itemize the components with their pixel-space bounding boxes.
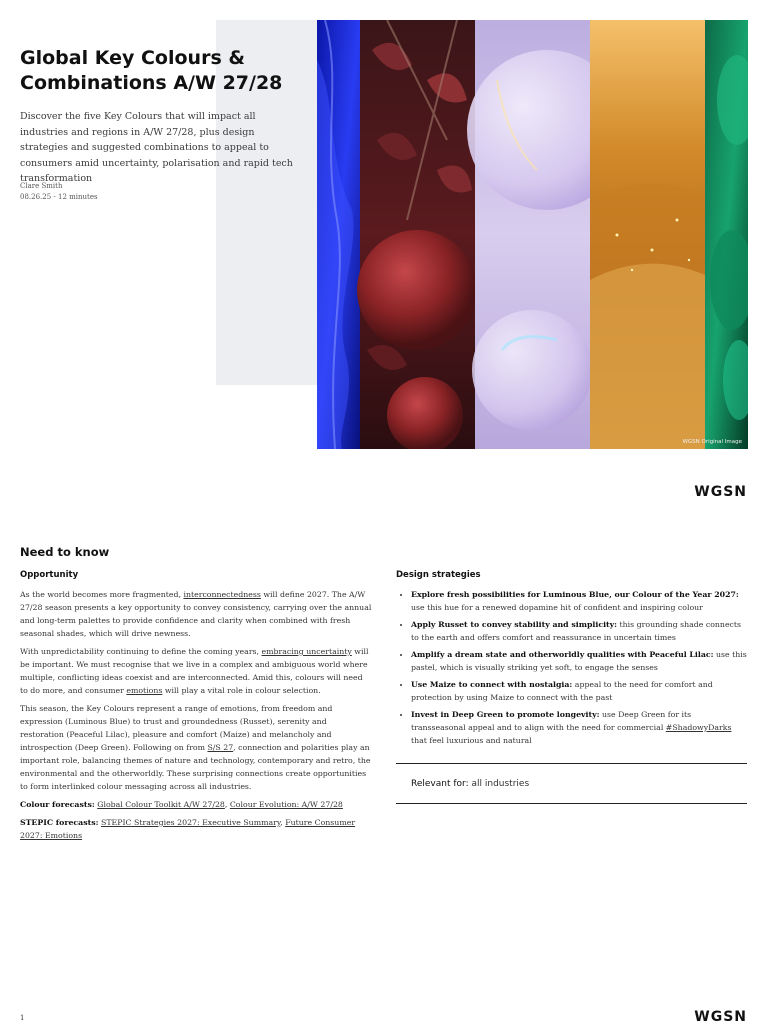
emotions-link[interactable]: emotions [126, 686, 163, 695]
ss27-link[interactable]: S/S 27 [207, 743, 234, 752]
opportunity-heading: Opportunity [20, 570, 79, 580]
relevant-for-value: all industries [471, 779, 530, 789]
publish-meta: 08.26.25 - 12 minutes [20, 192, 98, 201]
byline [20, 181, 220, 202]
image-credit: WGSN Original Image [682, 439, 742, 445]
strategy-item: • Amplify a dream state and otherworldly qualities with Peaceful Lilac: use this pastel, which is visually striking yet soft, to engage the senses [411, 648, 747, 674]
relevant-for-label: Relevant for: [411, 779, 469, 789]
section-title-need-to-know: Need to know [20, 545, 110, 559]
strategy-item: • Explore fresh possibilities for Luminous Blue, our Colour of the Year 2027: use this hue for a renewed dopamine hit of confident and inspiring colour [411, 588, 747, 614]
global-colour-toolkit-link[interactable]: Global Colour Toolkit A/W 27/28 [97, 800, 225, 809]
strategy-item: • Invest in Deep Green to promote longevity: use Deep Green for its transseasonal appeal and to align with the need for commercial #ShadowyDarks that feel luxurious and natural [411, 708, 747, 747]
design-strategies-heading: Design strategies [396, 570, 481, 580]
page-number: 1 [20, 1014, 25, 1022]
stepic-forecasts: STEPIC forecasts: STEPIC Strategies 2027: Executive Summary, Future Consumer 2027: Emotions [20, 818, 356, 840]
strategy-item: • Apply Russet to convey stability and simplicity: this grounding shade connects to the earth and offers comfort and reassurance in uncertain times [411, 618, 747, 644]
stepic-strategies-link[interactable]: STEPIC Strategies 2027: Executive Summary [100, 818, 281, 827]
colour-forecasts: Colour forecasts: Global Colour Toolkit A/W 27/28, Colour Evolution: A/W 27/28 [20, 800, 343, 809]
opportunity-paragraph-3: This season, the Key Colours represent a range of emotions, from freedom and expression (Luminous Blue) to trust and groundedness (Russet), serenity and restoration (Peaceful Lilac), pleasure and comfort (Maize) and melancholy and introspection (Deep Green). Following on from S/S 27, connection and polarities play an important role, balancing themes of nature and technology, contemporary and retro, the environmental and the otherworldly. These surprising connections create opportunities to form interlinked colour messaging across all industries. [20, 704, 371, 791]
page-title: Global Key Colours & Combinations A/W 27/28 [20, 47, 283, 94]
colour-evolution-link[interactable]: Colour Evolution: A/W 27/28 [229, 800, 343, 809]
intro-text: Discover the five Key Colours that will impact all industries and regions in A/W 27/28, plus design strategies and suggested combinations to appeal to consumers amid uncertainty, polarisation and rapid tech transformation [20, 111, 293, 184]
wgsn-footer-logo: WGSN [694, 1009, 747, 1025]
wgsn-logo: WGSN [694, 484, 747, 500]
author-name[interactable]: Clare Smith [20, 182, 63, 190]
hero-collage [317, 20, 748, 449]
strategy-item: • Use Maize to connect with nostalgia: appeal to the need for comfort and protection by using Maize to connect with the past [411, 678, 747, 704]
opportunity-paragraph-2: With unpredictability continuing to define the coming years, embracing uncertainty will be important. We must recognise that we live in a complex and ambiguous world where multiple, conflicting ideas coexist and are interconnected. Amid this, colours will need to do more, and consumer emotions will play a vital role in colour selection. [20, 647, 369, 695]
interconnectedness-link[interactable]: interconnectedness [183, 590, 261, 599]
design-strategies-column [396, 570, 747, 804]
opportunity-column [20, 570, 372, 847]
embracing-uncertainty-link[interactable]: embracing uncertainty [261, 647, 352, 656]
strategy-list [396, 588, 747, 747]
relevant-for-box [396, 763, 747, 804]
shadowy-darks-link[interactable]: #ShadowyDarks [665, 723, 732, 732]
hero-image [317, 20, 748, 449]
opportunity-paragraph-1: As the world becomes more fragmented, interconnectedness will define 2027. The A/W 27/28 season presents a key opportunity to convey consistency, carrying over the annual and long-term palettes to provide confidence and clarity when combined with fresh seasonal shades, which will drive newness. [20, 590, 372, 638]
future-consumer-link[interactable]: Future Consumer 2027: Emotions [20, 818, 356, 840]
